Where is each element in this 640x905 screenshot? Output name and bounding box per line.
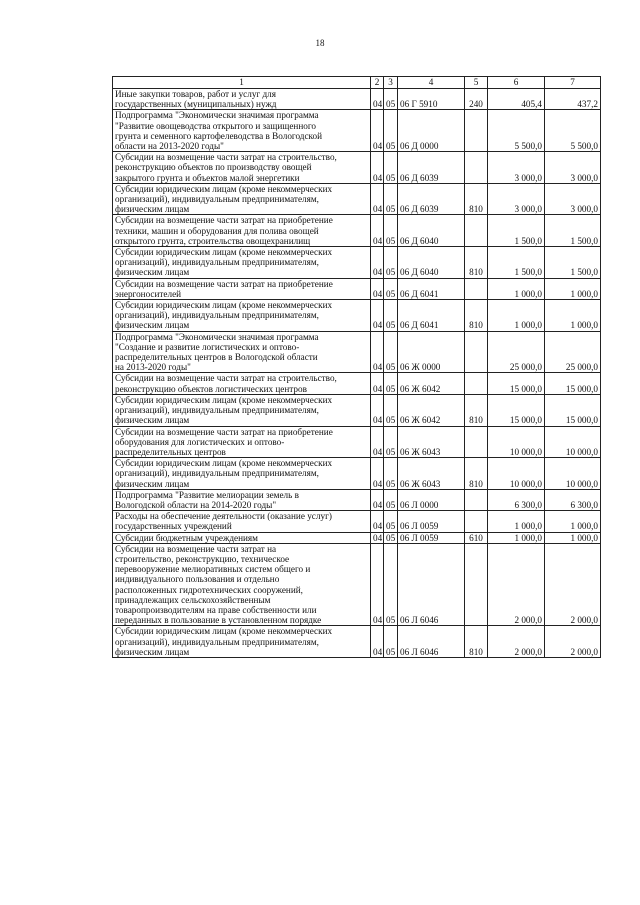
expense-type-code: 810: [465, 626, 488, 658]
table-row: [113, 426, 601, 458]
subsection-code: 05: [384, 215, 398, 247]
row-description: [113, 511, 371, 532]
subsection-code: 05: [384, 532, 398, 543]
description-line: Субсидии юридическим лицам (кроме некоммерческих: [115, 247, 333, 258]
description-line: организаций), индивидуальным предпринимателям,: [115, 405, 319, 416]
description-line: организаций), индивидуальным предпринимателям,: [115, 636, 319, 647]
description-line: Субсидии на возмещение части затрат на приобретение: [115, 278, 333, 289]
table-row: [113, 626, 601, 658]
amount-year-1: 5 500,0: [488, 110, 545, 152]
section-code: 04: [371, 373, 384, 394]
description-line: переданных в пользование в установленном порядке: [115, 615, 322, 626]
amount-year-2: 15 000,0: [545, 373, 601, 394]
amount-year-2: 1 000,0: [545, 511, 601, 532]
row-description: [113, 152, 371, 184]
budget-table: [112, 76, 601, 658]
subsection-code: 05: [384, 394, 398, 426]
section-code: 04: [371, 278, 384, 299]
table-body: [113, 89, 601, 658]
target-article-code: 06 Ж 6043: [398, 458, 465, 490]
description-line: "Развитие овощеводства открытого и защищенного: [115, 120, 316, 131]
description-line: организаций), индивидуальным предпринимателям,: [115, 257, 319, 268]
section-code: 04: [371, 215, 384, 247]
section-code: 04: [371, 532, 384, 543]
description-line: Субсидии юридическим лицам (кроме некоммерческих: [115, 394, 333, 405]
description-line: Субсидии бюджетным учреждениям: [115, 532, 258, 543]
target-article-code: 06 Ж 0000: [398, 331, 465, 373]
description-line: Иные закупки товаров, работ и услуг для: [115, 89, 276, 99]
amount-year-2: 1 000,0: [545, 300, 601, 332]
expense-type-code: 810: [465, 394, 488, 426]
amount-year-2: 437,2: [545, 89, 601, 110]
description-line: Субсидии на возмещение части затрат на: [115, 543, 277, 554]
amount-year-2: 1 500,0: [545, 247, 601, 279]
subsection-code: 05: [384, 626, 398, 658]
amount-year-1: 1 000,0: [488, 511, 545, 532]
column-header: 5: [465, 77, 488, 89]
description-line: Субсидии юридическим лицам (кроме некоммерческих: [115, 183, 333, 194]
column-header: 7: [545, 77, 601, 89]
target-article-code: 06 Л 6046: [398, 626, 465, 658]
section-code: 04: [371, 489, 384, 510]
table-row: [113, 183, 601, 215]
description-line: государственных (муниципальных) нужд: [115, 99, 277, 110]
table-row: [113, 458, 601, 490]
amount-year-1: 2 000,0: [488, 543, 545, 626]
description-line: Вологодской области на 2014-2020 годы": [115, 499, 277, 510]
amount-year-1: 405,4: [488, 89, 545, 110]
expense-type-code: [465, 426, 488, 458]
row-description: [113, 489, 371, 510]
row-description: [113, 183, 371, 215]
amount-year-1: 10 000,0: [488, 426, 545, 458]
amount-year-1: 25 000,0: [488, 331, 545, 373]
expense-type-code: 810: [465, 300, 488, 332]
description-line: Субсидии юридическим лицам (кроме некоммерческих: [115, 300, 333, 311]
description-line: техники, машин и оборудования для полива овощей: [115, 225, 319, 236]
row-description: [113, 215, 371, 247]
amount-year-2: 6 300,0: [545, 489, 601, 510]
target-article-code: 06 Д 6039: [398, 183, 465, 215]
table-row: [113, 373, 601, 394]
description-line: организаций), индивидуальным предпринимателям,: [115, 194, 319, 205]
target-article-code: 06 Л 0059: [398, 511, 465, 532]
amount-year-1: 3 000,0: [488, 152, 545, 184]
amount-year-1: 2 000,0: [488, 626, 545, 658]
description-line: Субсидии юридическим лицам (кроме некоммерческих: [115, 626, 333, 637]
amount-year-2: 2 000,0: [545, 543, 601, 626]
description-line: на 2013-2020 годы": [115, 362, 191, 373]
description-line: Подпрограмма "Экономически значимая программа: [115, 331, 319, 342]
expense-type-code: [465, 331, 488, 373]
table-row: [113, 110, 601, 152]
row-description: [113, 532, 371, 543]
target-article-code: 06 Д 0000: [398, 110, 465, 152]
subsection-code: 05: [384, 300, 398, 332]
amount-year-2: 5 500,0: [545, 110, 601, 152]
target-article-code: 06 Д 6040: [398, 215, 465, 247]
amount-year-1: 10 000,0: [488, 458, 545, 490]
subsection-code: 05: [384, 489, 398, 510]
description-line: энергоносителей: [115, 288, 182, 299]
description-line: Субсидии на возмещение части затрат на строительство,: [115, 152, 337, 163]
row-description: [113, 626, 371, 658]
table-row: [113, 331, 601, 373]
expense-type-code: [465, 543, 488, 626]
description-line: распределительных центров: [115, 446, 226, 457]
target-article-code: 06 Л 0059: [398, 532, 465, 543]
amount-year-2: 1 000,0: [545, 278, 601, 299]
section-code: 04: [371, 426, 384, 458]
table-row: [113, 300, 601, 332]
expense-type-code: [465, 373, 488, 394]
amount-year-1: 1 500,0: [488, 247, 545, 279]
description-line: товаропроизводителям на праве собственности или: [115, 604, 317, 615]
row-description: [113, 89, 371, 110]
expense-type-code: [465, 278, 488, 299]
description-line: физическим лицам: [115, 478, 190, 489]
row-description: [113, 426, 371, 458]
expense-type-code: [465, 511, 488, 532]
section-code: 04: [371, 626, 384, 658]
table-row: [113, 247, 601, 279]
target-article-code: 06 Л 0000: [398, 489, 465, 510]
row-description: [113, 247, 371, 279]
section-code: 04: [371, 89, 384, 110]
page-number: 18: [315, 38, 325, 48]
expense-type-code: [465, 110, 488, 152]
table-row: [113, 532, 601, 543]
description-line: оборудования для логистических и оптово-: [115, 436, 285, 447]
subsection-code: 05: [384, 278, 398, 299]
section-code: 04: [371, 183, 384, 215]
target-article-code: 06 Д 6039: [398, 152, 465, 184]
description-line: перевооружение мелиоративных систем общего и: [115, 564, 311, 575]
amount-year-1: 15 000,0: [488, 373, 545, 394]
subsection-code: 05: [384, 247, 398, 279]
description-line: принадлежащих сельскохозяйственным: [115, 594, 271, 605]
row-description: [113, 300, 371, 332]
description-line: реконструкцию объектов логистических центров: [115, 383, 307, 394]
subsection-code: 05: [384, 543, 398, 626]
description-line: Расходы на обеспечение деятельности (оказание услуг): [115, 511, 332, 522]
row-description: [113, 373, 371, 394]
target-article-code: 06 Д 6041: [398, 300, 465, 332]
table-row: [113, 489, 601, 510]
header-row: [113, 77, 601, 89]
description-line: организаций), индивидуальным предпринимателям,: [115, 310, 319, 321]
subsection-code: 05: [384, 110, 398, 152]
description-line: физическим лицам: [115, 204, 190, 215]
amount-year-2: 1 000,0: [545, 532, 601, 543]
target-article-code: 06 Д 6041: [398, 278, 465, 299]
target-article-code: 06 Г 5910: [398, 89, 465, 110]
row-description: [113, 110, 371, 152]
amount-year-2: 10 000,0: [545, 458, 601, 490]
description-line: распределительных центров в Вологодской области: [115, 352, 318, 363]
column-header: 3: [384, 77, 398, 89]
amount-year-1: 1 500,0: [488, 215, 545, 247]
description-line: грунта и семенного картофелеводства в Вологодской: [115, 130, 323, 141]
expense-type-code: [465, 215, 488, 247]
description-line: Субсидии на возмещение части затрат на строительство,: [115, 373, 337, 384]
section-code: 04: [371, 511, 384, 532]
description-line: физическим лицам: [115, 646, 190, 657]
description-line: физическим лицам: [115, 267, 190, 278]
row-description: [113, 543, 371, 626]
target-article-code: 06 Ж 6043: [398, 426, 465, 458]
table-row: [113, 511, 601, 532]
expense-type-code: [465, 489, 488, 510]
amount-year-2: 3 000,0: [545, 152, 601, 184]
section-code: 04: [371, 331, 384, 373]
expense-type-code: 810: [465, 247, 488, 279]
section-code: 04: [371, 110, 384, 152]
target-article-code: 06 Ж 6042: [398, 373, 465, 394]
description-line: реконструкцию объектов по производству овощей: [115, 162, 312, 173]
section-code: 04: [371, 247, 384, 279]
amount-year-2: 10 000,0: [545, 426, 601, 458]
row-description: [113, 458, 371, 490]
column-header: 2: [371, 77, 384, 89]
description-line: Подпрограмма "Развитие мелиорации земель в: [115, 489, 299, 500]
amount-year-2: 15 000,0: [545, 394, 601, 426]
amount-year-1: 3 000,0: [488, 183, 545, 215]
section-code: 04: [371, 394, 384, 426]
description-line: области на 2013-2020 годы": [115, 141, 224, 152]
description-line: Субсидии на возмещение части затрат на приобретение: [115, 215, 333, 226]
amount-year-1: 15 000,0: [488, 394, 545, 426]
description-line: закрытого грунта и объектов малой энергетики: [115, 172, 300, 183]
target-article-code: 06 Д 6040: [398, 247, 465, 279]
table-row: [113, 543, 601, 626]
description-line: индивидуального пользования и отдельно: [115, 574, 280, 585]
subsection-code: 05: [384, 331, 398, 373]
description-line: Подпрограмма "Экономически значимая программа: [115, 110, 319, 121]
description-line: физическим лицам: [115, 320, 190, 331]
row-description: [113, 331, 371, 373]
amount-year-1: 6 300,0: [488, 489, 545, 510]
description-line: расположенных гидротехнических сооружений,: [115, 584, 303, 595]
amount-year-1: 1 000,0: [488, 532, 545, 543]
subsection-code: 05: [384, 89, 398, 110]
section-code: 04: [371, 458, 384, 490]
expense-type-code: [465, 152, 488, 184]
section-code: 04: [371, 300, 384, 332]
subsection-code: 05: [384, 152, 398, 184]
amount-year-1: 1 000,0: [488, 278, 545, 299]
expense-type-code: 810: [465, 458, 488, 490]
table-row: [113, 394, 601, 426]
section-code: 04: [371, 152, 384, 184]
target-article-code: 06 Ж 6042: [398, 394, 465, 426]
description-line: государственных учреждений: [115, 521, 232, 532]
table-row: [113, 278, 601, 299]
expense-type-code: 610: [465, 532, 488, 543]
target-article-code: 06 Л 6046: [398, 543, 465, 626]
section-code: 04: [371, 543, 384, 626]
subsection-code: 05: [384, 373, 398, 394]
column-header: 6: [488, 77, 545, 89]
row-description: [113, 394, 371, 426]
column-header: 4: [398, 77, 465, 89]
amount-year-2: 25 000,0: [545, 331, 601, 373]
subsection-code: 05: [384, 426, 398, 458]
description-line: физическим лицам: [115, 415, 190, 426]
table-row: [113, 215, 601, 247]
expense-type-code: 240: [465, 89, 488, 110]
description-line: строительство, реконструкцию, техническое: [115, 553, 290, 564]
expense-type-code: 810: [465, 183, 488, 215]
description-line: "Создание и развитие логистических и оптово-: [115, 341, 300, 352]
amount-year-1: 1 000,0: [488, 300, 545, 332]
subsection-code: 05: [384, 458, 398, 490]
description-line: открытого грунта, строительства овощехранилищ: [115, 235, 311, 246]
table-row: [113, 89, 601, 110]
amount-year-2: 2 000,0: [545, 626, 601, 658]
table-row: [113, 152, 601, 184]
subsection-code: 05: [384, 183, 398, 215]
amount-year-2: 3 000,0: [545, 183, 601, 215]
row-description: [113, 278, 371, 299]
description-line: Субсидии юридическим лицам (кроме некоммерческих: [115, 458, 333, 469]
amount-year-2: 1 500,0: [545, 215, 601, 247]
column-header: 1: [113, 77, 371, 89]
description-line: Субсидии на возмещение части затрат на приобретение: [115, 426, 333, 437]
subsection-code: 05: [384, 511, 398, 532]
description-line: организаций), индивидуальным предпринимателям,: [115, 468, 319, 479]
